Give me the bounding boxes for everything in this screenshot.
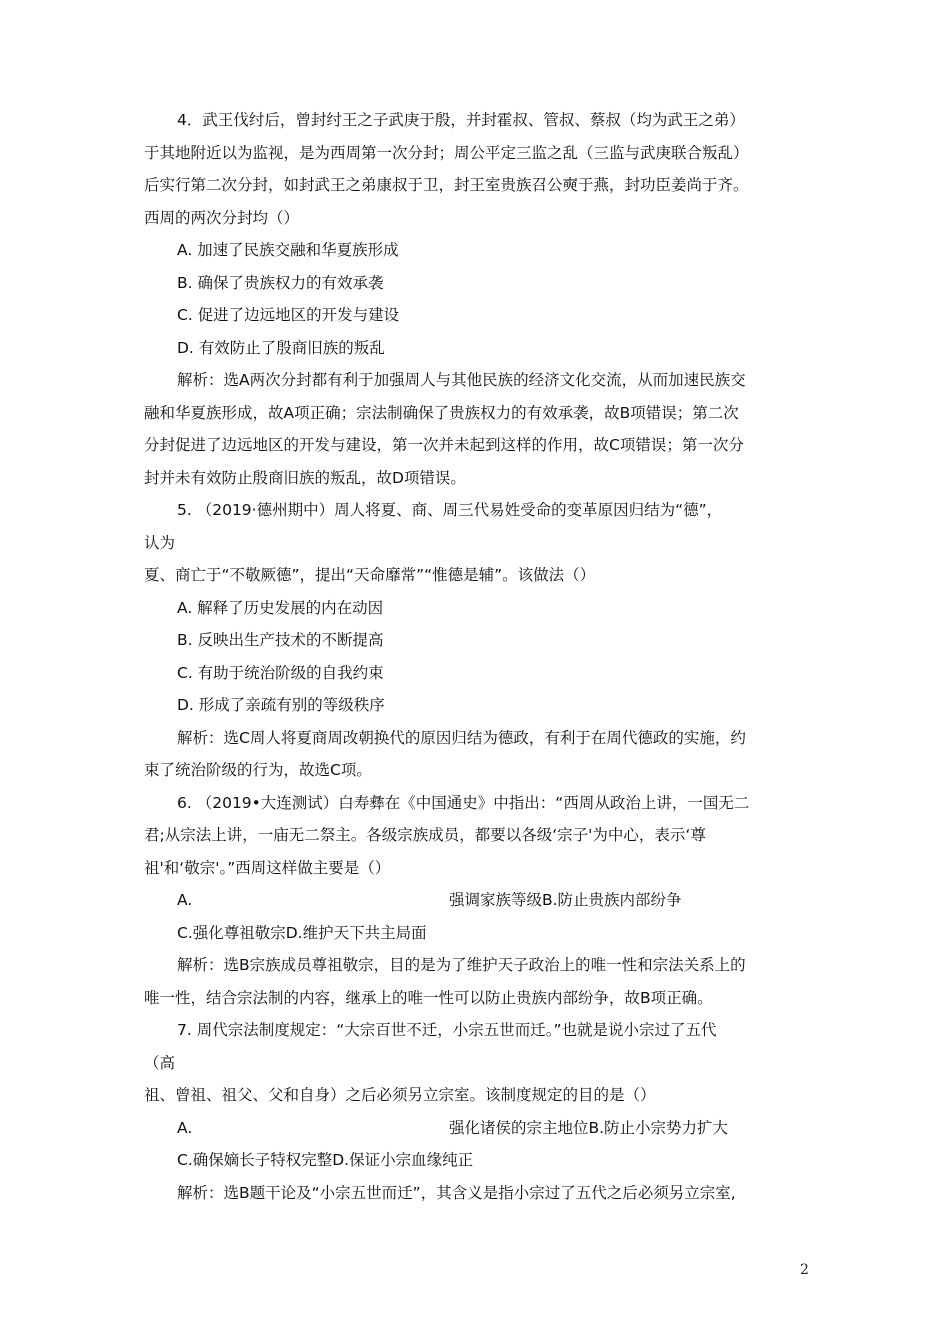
option-text: 强化诸侯的宗主地位B.防止小宗势力扩大 bbox=[449, 1118, 729, 1137]
option-b: B. 确保了贵族权力的有效承袭 bbox=[177, 273, 384, 292]
option-row: C.强化尊祖敬宗D.维护天下共主局面 bbox=[177, 923, 427, 942]
analysis-line: 束了统治阶级的行为，故选C项。 bbox=[144, 761, 372, 779]
analysis-line: 解析：选B宗族成员尊祖敬宗，目的是为了维护天子政治上的唯一性和宗法关系上的 bbox=[177, 956, 746, 974]
analysis-line: 融和华夏族形成，故A项正确；宗法制确保了贵族权力的有效承袭，故B项错误；第二次 bbox=[144, 403, 739, 422]
option-text: 强调家族等级B.防止贵族内部纷争 bbox=[449, 891, 682, 909]
question-stem-line: 7. 周代宗法制度规定：“大宗百世不迁，小宗五世而迁。”也就是说小宗过了五代 bbox=[177, 1021, 717, 1039]
option-b: B. 反映出生产技术的不断提高 bbox=[177, 631, 384, 649]
question-stem-line: 认为 bbox=[144, 533, 176, 552]
question-7 bbox=[144, 1014, 812, 1209]
question-stem-line: 4．武王伐纣后，曾封纣王之子武庚于殷，并封霍叔、管叔、蔡叔（均为武王之弟） bbox=[177, 111, 745, 129]
option-row bbox=[144, 884, 812, 917]
option-a: A. 加速了民族交融和华夏族形成 bbox=[177, 241, 399, 259]
analysis-line: 解析：选B题干论及“小宗五世而迁”，其含义是指小宗过了五代之后必须另立宗室, bbox=[177, 1183, 736, 1202]
option-label: A. bbox=[177, 891, 193, 909]
option-label: A. bbox=[177, 1118, 193, 1137]
question-stem-line: 西周的两次分封均（） bbox=[144, 208, 300, 227]
question-5 bbox=[144, 494, 812, 787]
analysis-line: 解析：选A两次分封都有利于加强周人与其他民族的经济文化交流，从而加速民族交 bbox=[177, 371, 746, 389]
question-4 bbox=[144, 104, 812, 494]
option-d: D. 形成了亲疏有别的等级秩序 bbox=[177, 696, 385, 714]
page-number: 2 bbox=[800, 1262, 809, 1278]
option-c: C. 促进了边远地区的开发与建设 bbox=[177, 306, 400, 324]
document-body bbox=[144, 104, 812, 1209]
option-d: D. 有效防止了殷商旧族的叛乱 bbox=[177, 338, 385, 357]
question-stem-line: 后实行第二次分封，如封武王之弟康叔于卫，封王室贵族召公奭于燕，封功臣姜尚于齐。 bbox=[144, 176, 749, 194]
question-stem-line: 夏、商亡于“不敬厥德”，提出“天命靡常”“惟德是辅”。该做法（） bbox=[144, 566, 596, 584]
question-stem-line: 于其地附近以为监视，是为西周第一次分封；周公平定三监之乱（三监与武庚联合叛乱） bbox=[144, 143, 749, 162]
question-stem-line: 君;从宗法上讲，一庙无二祭主。各级宗族成员，都要以各级‘宗子'为中心，表示‘尊 bbox=[144, 826, 706, 844]
analysis-line: 封并未有效防止殷商旧族的叛乱，故D项错误。 bbox=[144, 468, 466, 487]
option-row: C.确保嫡长子特权完整D.保证小宗血缘纯正 bbox=[177, 1151, 474, 1169]
question-6 bbox=[144, 787, 812, 1015]
analysis-line: 唯一性，结合宗法制的内容，继承上的唯一性可以防止贵族内部纷争，故B项正确。 bbox=[144, 988, 713, 1007]
option-row bbox=[144, 1112, 812, 1145]
option-a: A. 解释了历史发展的内在动因 bbox=[177, 598, 384, 617]
analysis-line: 解析：选C周人将夏商周改朝换代的原因归结为德政，有利于在周代德政的实施，约 bbox=[177, 728, 746, 747]
question-stem-line: 6. （2019•大连测试）白寿彝在《中国通史》中指出：“西周从政治上讲，一国无二 bbox=[177, 793, 750, 812]
question-stem-line: 祖、曾祖、祖父、父和自身）之后必须另立宗室。该制度规定的目的是（） bbox=[144, 1086, 656, 1104]
question-stem-line: 祖'和‘敬宗'。”西周这样做主要是（） bbox=[144, 858, 391, 877]
analysis-line: 分封促进了边远地区的开发与建设，第一次并未起到这样的作用，故C项错误；第一次分 bbox=[144, 436, 744, 454]
question-stem-line: （高 bbox=[144, 1053, 176, 1072]
question-stem-line: 5. （2019·德州期中）周人将夏、商、周三代易姓受命的变革原因归结为“德”， bbox=[177, 501, 723, 519]
option-c: C. 有助于统治阶级的自我约束 bbox=[177, 663, 384, 682]
